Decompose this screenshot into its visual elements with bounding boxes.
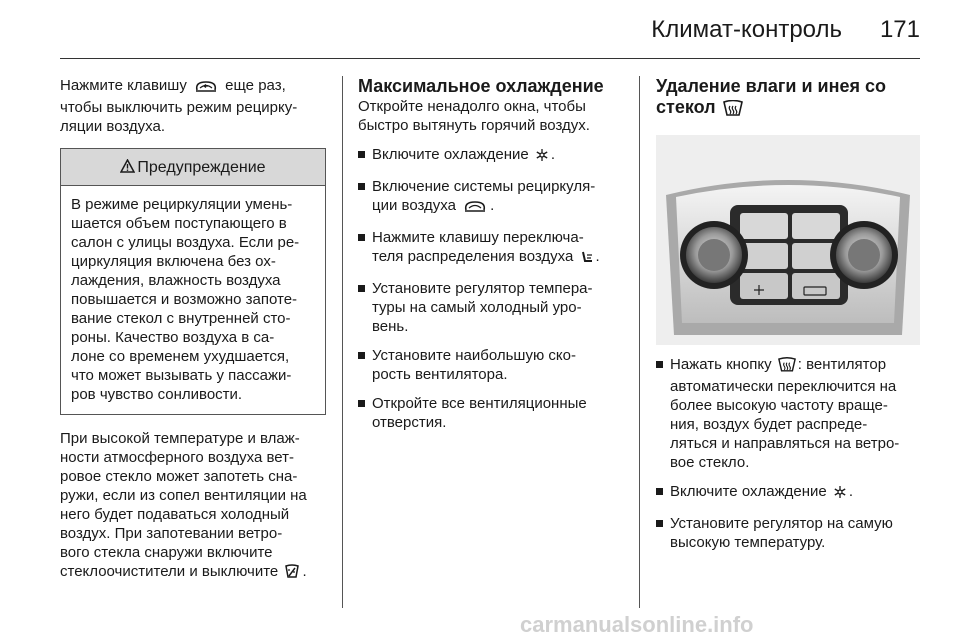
column-left [60,76,326,584]
list-item: Включите охлаждение . [656,482,922,504]
page-header [60,14,920,48]
recirculation-icon [193,79,219,98]
section-heading-max-cooling: Максимальное охлаждение [358,76,604,96]
column-right [656,76,922,552]
section-heading-defrost: Удаление влаги и инея со стекол [656,76,922,121]
list-item: Откройте все вентиляционные отверстия. [358,394,620,432]
climate-panel-photo [656,135,920,345]
windshield-wiper-icon [284,564,300,584]
intro-paragraph: Нажмите клавишу еще раз, чтобы выключить режим рецирку- ляции воздуха. [60,77,298,135]
warning-body: В режиме рециркуляции умень- шается объем поступающего в салон с улицы воздуха. Если ре- циркуляция включена без ох- лаждения, влажность воздуха повышается и возможно запоте- вание стекол с внутренней сто- роны. Качество воздуха в са- лоне со временем ухудшается, что может вызывать у пассажи- ров чувство сонливости. [71,196,300,403]
list-item: Установите регулятор на самую высокую температуру. [656,514,922,552]
snowflake-icon [535,148,549,167]
warning-title: Предупреждение [137,159,266,176]
recirculation-icon [462,199,488,218]
list-item: Включите охлаждение . [358,145,620,167]
warning-triangle-icon [120,159,135,173]
list-item: Установите наибольшую ско- рость вентилятора. [358,346,620,384]
page-title: Климат-контроль [651,16,842,43]
max-cooling-intro: Откройте ненадолго окна, чтобы быстро вытянуть горячий воздух. [358,98,590,134]
warning-box [60,148,326,415]
windshield-defrost-icon [778,357,796,377]
outro-paragraph: При высокой температуре и влаж- ности атмосферного воздуха вет- ровое стекло может запотеть сна- ружи, если из сопел вентиляции на него будет подаваться холодный воздух. При запотевании ветро- вого стекла снаружи включите стеклоочистители и выключите . [60,429,326,584]
seat-airflow-icon [580,250,594,269]
watermark: carmanualsonline.info [520,612,754,637]
column-divider [342,76,343,608]
list-item: Включение системы рециркуля- ции воздуха . [358,177,620,218]
header-rule [60,58,920,59]
list-item: Нажмите клавишу переключа- теля распределения воздуха . [358,228,620,269]
snowflake-icon [833,485,847,504]
page-number: 171 [879,16,920,43]
list-item: Нажать кнопку : вентилятор автоматически переключится на более высокую частоту враще- ния, воздух будет распреде- ляться и направляться на ветро- вое стекло. [656,355,922,472]
column-divider [639,76,640,608]
column-middle [358,76,620,432]
windshield-defrost-icon [723,100,743,121]
warning-header [61,149,325,186]
list-item: Установите регулятор темпера- туры на самый холодный уро- вень. [358,279,620,336]
